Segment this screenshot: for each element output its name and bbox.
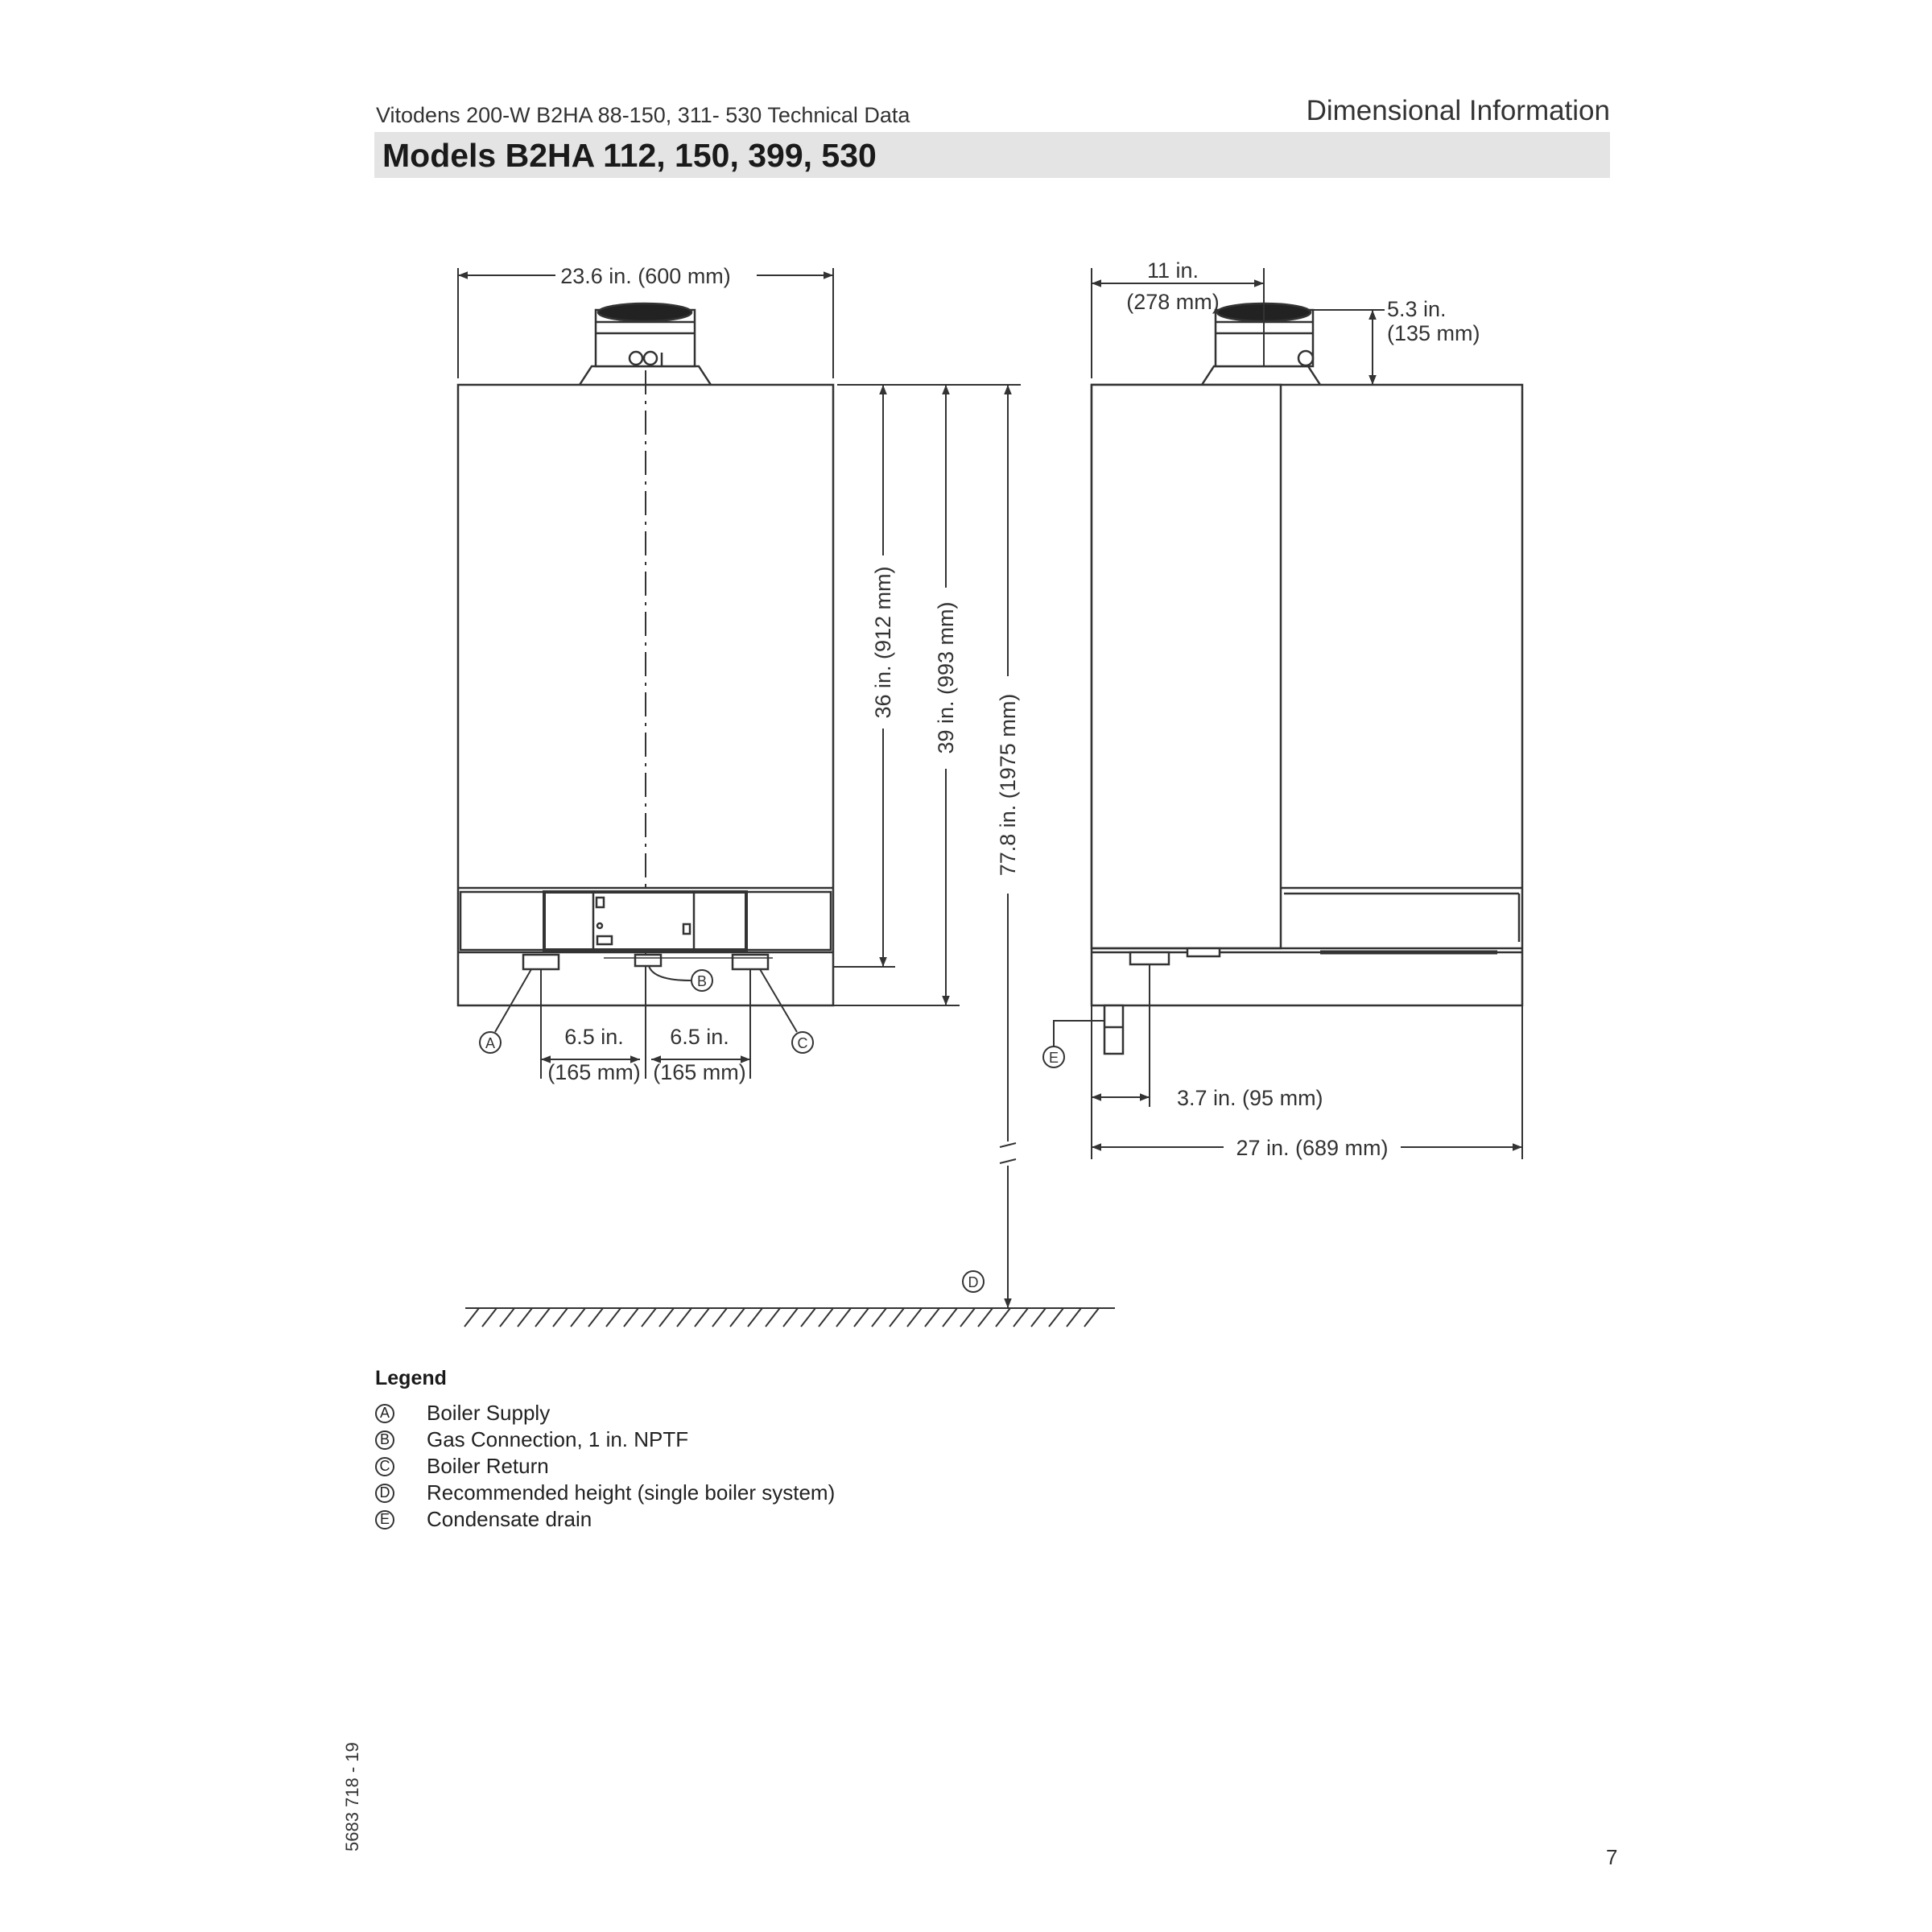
front-height-36-label: 36 in. (912 mm): [871, 566, 895, 719]
legend-heading: Legend: [375, 1367, 447, 1389]
hatch-line: [500, 1308, 514, 1327]
hatch-line: [819, 1308, 833, 1327]
hatch-line: [960, 1308, 975, 1327]
hatch-line: [890, 1308, 904, 1327]
spacing-right-label: 6.5 in.: [670, 1025, 729, 1049]
flue-height-label: 5.3 in.: [1387, 297, 1447, 321]
hatch-line: [801, 1308, 815, 1327]
legend-badge: A: [375, 1404, 394, 1423]
hatch-line: [783, 1308, 798, 1327]
hatch-line: [642, 1308, 656, 1327]
page-number: 7: [1606, 1845, 1618, 1869]
hatch-line: [730, 1308, 745, 1327]
legend-badge: D: [375, 1484, 394, 1503]
legend-item: [375, 1453, 835, 1480]
hatch-line: [1084, 1308, 1099, 1327]
legend-badge: B: [375, 1430, 394, 1450]
callout-c-letter: C: [797, 1035, 808, 1051]
front-control-panel: [544, 892, 746, 950]
hatch-line: [482, 1308, 497, 1327]
hatch-line: [943, 1308, 957, 1327]
hatch-line: [518, 1308, 532, 1327]
callouts: [480, 970, 1064, 1292]
hatch-line: [712, 1308, 727, 1327]
hatch-line: [766, 1308, 780, 1327]
hatch-line: [571, 1308, 585, 1327]
front-height-39-label: 39 in. (993 mm): [934, 601, 958, 754]
hatch-line: [588, 1308, 603, 1327]
floor-hatching: [464, 1308, 1099, 1327]
legend-item: [375, 1480, 835, 1506]
legend-item: [375, 1506, 835, 1533]
hatch-line: [464, 1308, 479, 1327]
document-number: 5683 718 - 19: [342, 1742, 362, 1852]
hatch-line: [606, 1308, 621, 1327]
hatch-line: [907, 1308, 922, 1327]
page-title: Models B2HA 112, 150, 399, 530: [382, 137, 877, 174]
drain-offset-label: 3.7 in. (95 mm): [1177, 1086, 1323, 1110]
hatch-line: [978, 1308, 993, 1327]
callout-b-letter: B: [696, 973, 708, 989]
legend-text: Boiler Supply: [427, 1401, 551, 1425]
hatch-line: [535, 1308, 550, 1327]
hatch-line: [1067, 1308, 1081, 1327]
section-heading: Dimensional Information: [1306, 95, 1610, 126]
legend-text: Recommended height (single boiler system): [427, 1480, 836, 1505]
front-height-77-label: 77.8 in. (1975 mm): [996, 693, 1020, 877]
spacing-left-label: 6.5 in.: [564, 1025, 624, 1049]
hatch-line: [836, 1308, 851, 1327]
hatch-line: [624, 1308, 638, 1327]
hatch-line: [677, 1308, 691, 1327]
hatch-line: [854, 1308, 869, 1327]
legend: [375, 1367, 835, 1533]
callout-a-letter: A: [485, 1035, 496, 1051]
hatch-line: [1049, 1308, 1063, 1327]
side-depth-label: 27 in. (689 mm): [1236, 1136, 1389, 1160]
flue-offset-mm-label: (278 mm): [1126, 290, 1220, 314]
callout-e-letter: E: [1048, 1050, 1059, 1066]
spacing-right-mm-label: (165 mm): [653, 1060, 746, 1084]
legend-item: [375, 1426, 835, 1453]
hatch-line: [553, 1308, 568, 1327]
hatch-line: [1013, 1308, 1028, 1327]
hatch-line: [1031, 1308, 1046, 1327]
spacing-left-mm-label: (165 mm): [547, 1060, 641, 1084]
document-reference: Vitodens 200-W B2HA 88-150, 311- 530 Technical Data: [376, 103, 910, 127]
hatch-line: [872, 1308, 886, 1327]
condensate-drain: [1104, 1005, 1123, 1054]
legend-badge: C: [375, 1457, 394, 1476]
flue-offset-label: 11 in.: [1146, 258, 1199, 283]
callout-d-letter: D: [968, 1274, 979, 1290]
legend-text: Boiler Return: [427, 1454, 549, 1478]
legend-item: [375, 1400, 835, 1426]
hatch-line: [659, 1308, 674, 1327]
legend-text: Gas Connection, 1 in. NPTF: [427, 1427, 689, 1451]
legend-text: Condensate drain: [427, 1507, 592, 1531]
front-view: [458, 303, 833, 1005]
hatch-line: [695, 1308, 709, 1327]
flue-height-mm-label: (135 mm): [1387, 321, 1480, 345]
front-width-label: 23.6 in. (600 mm): [560, 264, 731, 288]
hatch-line: [748, 1308, 762, 1327]
hatch-line: [996, 1308, 1010, 1327]
hatch-line: [925, 1308, 939, 1327]
legend-badge: E: [375, 1510, 394, 1530]
side-view: [1092, 303, 1522, 1054]
